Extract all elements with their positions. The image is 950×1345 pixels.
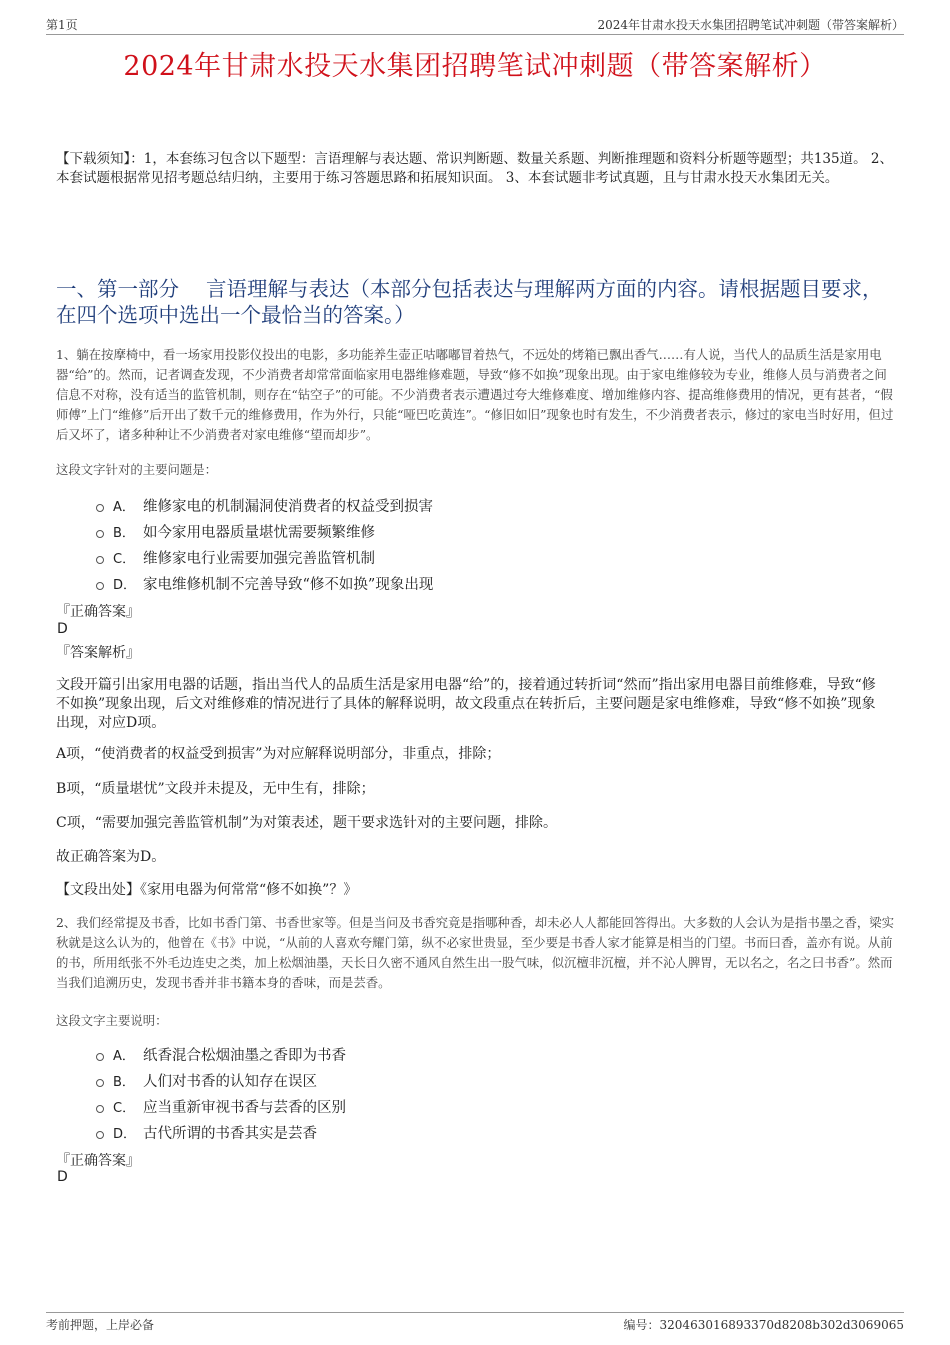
question-1-options <box>96 492 433 596</box>
option-d[interactable] <box>96 570 433 596</box>
page-footer <box>46 1312 904 1333</box>
analysis-source: 【文段出处】《家用电器为何常常“修不如换”？》 <box>56 882 358 898</box>
answer-value: D <box>57 1169 68 1185</box>
analysis-item-c: C项，“需要加强完善监管机制”为对策表述，题干要求选针对的主要问题，排除。 <box>56 815 558 831</box>
option-text: 家电维修机制不完善导致“修不如换”现象出现 <box>143 576 434 593</box>
answer-label: 『正确答案』 <box>56 604 140 620</box>
radio-icon[interactable] <box>96 1131 104 1139</box>
option-a[interactable] <box>96 492 433 518</box>
answer-label: 『正确答案』 <box>56 1153 140 1169</box>
footer-slogan: 考前押题，上岸必备 <box>46 1318 155 1332</box>
radio-icon[interactable] <box>96 504 104 512</box>
option-letter: D． <box>113 1126 137 1142</box>
analysis-paragraph: 文段开篇引出家用电器的话题，指出当代人的品质生活是家用电器“给”的，接着通过转折词“然而”指出家用电器目前维修难，导致“修不如换”现象出现，后文对维修难的情况进行了具体的解释说明，故文段重点在转折后，主要问题是家电维修难，导致“修不如换”现象出现，对应D项。 <box>56 677 876 731</box>
question-1-text: 1、躺在按摩椅中，看一场家用投影仪投出的电影，多功能养生壶正咕嘟嘟冒着热气，不远处的烤箱已飘出香气……有人说，当代人的品质生活是家用电器“给”的。然而，记者调查发现，不少消费者却常常面临家用电器维修难题，导致“修不如换”现象出现。由于家电维修较为专业，维修人员与消费者之间信息不对称，没有适当的监管机制，则存在“钻空子”的可能。不少消费者表示遭遇过夸大维修难度、增加维修内容、提高维修费用的情况，更有甚者，“假师傅”上门“维修”后开出了数千元的维修费用，作为外行，只能“哑巴吃黄连”。“修旧如旧”现象也时有发生，不少消费者表示，修过的家电当时好用，但过后又坏了，诸多种种让不少消费者对家电维修“望而却步”。 <box>56 347 894 442</box>
question-2-prompt: 这段文字主要说明： <box>56 1013 168 1028</box>
option-text: 人们对书香的认知存在误区 <box>143 1073 317 1090</box>
radio-icon[interactable] <box>96 1105 104 1113</box>
radio-icon[interactable] <box>96 1079 104 1087</box>
radio-icon[interactable] <box>96 556 104 564</box>
question-2-text: 2、我们经常提及书香，比如书香门第、书香世家等。但是当问及书香究竟是指哪种香，却未必人人都能回答得出。大多数的人会认为是指书墨之香，梁实秋就是这么认为的，他曾在《书》中说，“从前的人喜欢夸耀门第，纵不必家世贵显，至少要是书香人家才能算是相当的门望。书而曰香，盖亦有说。从前的书，所用纸张不外毛边连史之类，加上松烟油墨，天长日久密不通风自然生出一股气味，似沉檀非沉檀，并不沁人脾胃，无以名之，名之曰书香”。然而当我们追溯历史，发现书香并非书籍本身的香味，而是芸香。 <box>56 915 895 990</box>
page-title: 2024年甘肃水投天水集团招聘笔试冲刺题（带答案解析） <box>123 51 827 82</box>
download-notice: 【下载须知】：1，本套练习包含以下题型：言语理解与表达题、常识判断题、数量关系题、判断推理题和资料分析题等题型；共135道。 2、本套试题根据常见招考题总结归纳，主要用于练习答题思路和拓展知识面。 3、本套试题非考试真题，且与甘肃水投天水集团无关。 <box>56 151 893 186</box>
option-d[interactable] <box>96 1119 346 1145</box>
option-text: 维修家电的机制漏洞使消费者的权益受到损害 <box>143 498 433 515</box>
answer-value: D <box>57 621 68 637</box>
analysis-item-b: B项，“质量堪忧”文段并未提及，无中生有，排除； <box>56 781 375 797</box>
option-text: 古代所谓的书香其实是芸香 <box>143 1125 317 1142</box>
question-1-prompt: 这段文字针对的主要问题是： <box>56 462 218 477</box>
option-c[interactable] <box>96 544 433 570</box>
option-b[interactable] <box>96 1067 346 1093</box>
option-letter: B． <box>113 525 135 541</box>
option-a[interactable] <box>96 1041 346 1067</box>
analysis-item-a: A项，“使消费者的权益受到损害”为对应解释说明部分，非重点，排除； <box>56 746 501 762</box>
analysis-label: 『答案解析』 <box>56 645 140 661</box>
option-letter: C． <box>113 551 136 567</box>
option-text: 如今家用电器质量堪忧需要频繁维修 <box>143 524 375 541</box>
question-2-options <box>96 1041 346 1145</box>
option-letter: D． <box>113 577 137 593</box>
option-letter: A． <box>113 499 135 515</box>
page-number: 第1页 <box>46 18 78 32</box>
radio-icon[interactable] <box>96 530 104 538</box>
option-c[interactable] <box>96 1093 346 1119</box>
page-header <box>46 14 904 35</box>
footer-serial: 编号：320463016893370d8208b302d3069065 <box>623 1318 904 1332</box>
section-title: 一、第一部分 言语理解与表达（本部分包括表达与理解两方面的内容。请根据题目要求，在四个选项中选出一个最恰当的答案。） <box>56 277 883 327</box>
option-text: 应当重新审视书香与芸香的区别 <box>143 1099 346 1116</box>
option-text: 维修家电行业需要加强完善监管机制 <box>143 550 375 567</box>
radio-icon[interactable] <box>96 582 104 590</box>
option-b[interactable] <box>96 518 433 544</box>
option-letter: C． <box>113 1100 136 1116</box>
analysis-conclusion: 故正确答案为D。 <box>56 849 166 865</box>
header-doc-title: 2024年甘肃水投天水集团招聘笔试冲刺题（带答案解析） <box>597 18 904 32</box>
radio-icon[interactable] <box>96 1053 104 1061</box>
option-letter: A． <box>113 1048 135 1064</box>
option-letter: B． <box>113 1074 135 1090</box>
option-text: 纸香混合松烟油墨之香即为书香 <box>143 1047 346 1064</box>
